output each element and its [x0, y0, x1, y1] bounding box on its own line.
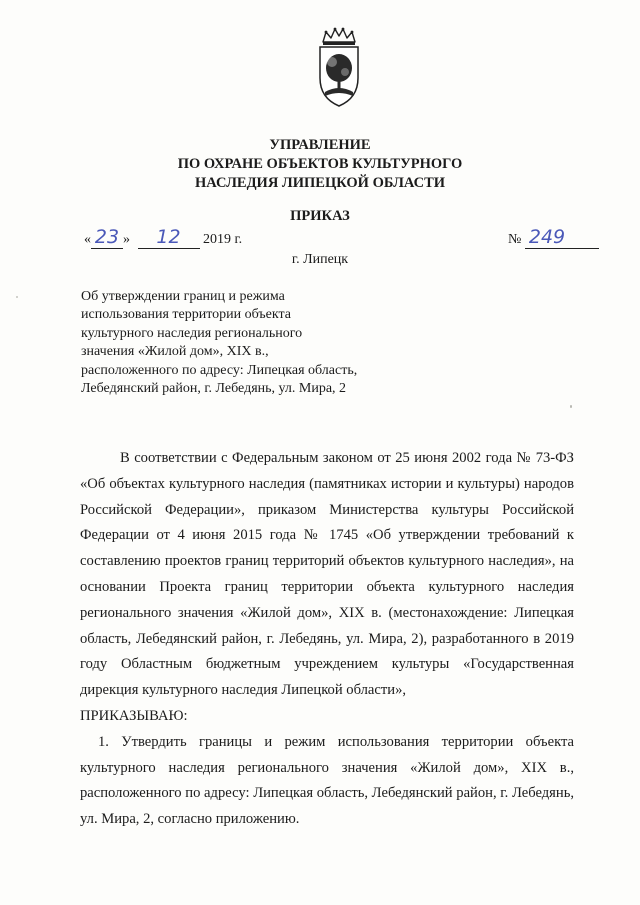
decree-word: ПРИКАЗЫВАЮ:: [80, 707, 188, 724]
scan-speck: [570, 405, 572, 408]
subject-line: расположенного по адресу: Липецкая область,: [81, 362, 358, 378]
date-close-quote: »: [123, 232, 130, 247]
paragraph: В соответствии с Федеральным законом от 25 июня 2002 года № 73-ФЗ «Об объектах культурного наследия (памятниках истории и культуры) народов Российской Федерации», приказом Министерства культуры Российской Федерации от 4 июня 2015 года № 1745 «Об утверждении требований к составлению проектов границ территорий объектов культурного наследия», на основании Проекта границ территории объекта культурного наследия регионального значения «Жилой дом», XIX в. (местонахождение: Липецкая область, Лебедянский район, г. Лебедянь, ул. Мира, 2), разработанного в 2019 году Областным бюджетным учреждением культуры «Государственная дирекция культурного наследия Липецкой области»,: [80, 450, 574, 699]
order-date: [84, 226, 242, 249]
coat-of-arms-emblem: [317, 26, 361, 108]
order-number: [508, 226, 599, 249]
subject-line: значения «Жилой дом», XIX в.,: [81, 344, 269, 360]
subject-line: Лебедянский район, г. Лебедянь, ул. Мира, 2: [81, 381, 347, 397]
header-line-2: ПО ОХРАНЕ ОБЪЕКТОВ КУЛЬТУРНОГО: [177, 156, 463, 172]
subject-line: использования территории объекта: [81, 307, 291, 323]
subject-line: Об утверждении границ и режима: [81, 289, 285, 304]
number-label: №: [508, 232, 522, 247]
city: г. Липецк: [291, 252, 349, 267]
subject-line: культурного наследия регионального: [81, 325, 303, 341]
header-line-1: УПРАВЛЕНИЕ: [269, 137, 371, 153]
body-text: [80, 446, 574, 833]
date-open-quote: «: [84, 232, 91, 247]
date-year: 2019 г.: [203, 232, 243, 247]
item-1: 1. Утвердить границы и режим использования территории объекта культурного наследия регионального значения «Жилой дом», XIX в., расположенного по адресу: Липецкая область, Лебедянский район, г. Лебедянь, ул. Мира, 2, согласно приложению.: [80, 733, 574, 828]
date-day: 23: [91, 226, 123, 249]
date-month: 12: [138, 226, 200, 249]
subject: [81, 288, 357, 398]
header: [0, 136, 640, 193]
order-title: ПРИКАЗ: [290, 208, 350, 224]
number-value: 249: [525, 226, 599, 249]
header-line-3: НАСЛЕДИЯ ЛИПЕЦКОЙ ОБЛАСТИ: [194, 175, 446, 191]
scan-speck: [16, 296, 18, 298]
